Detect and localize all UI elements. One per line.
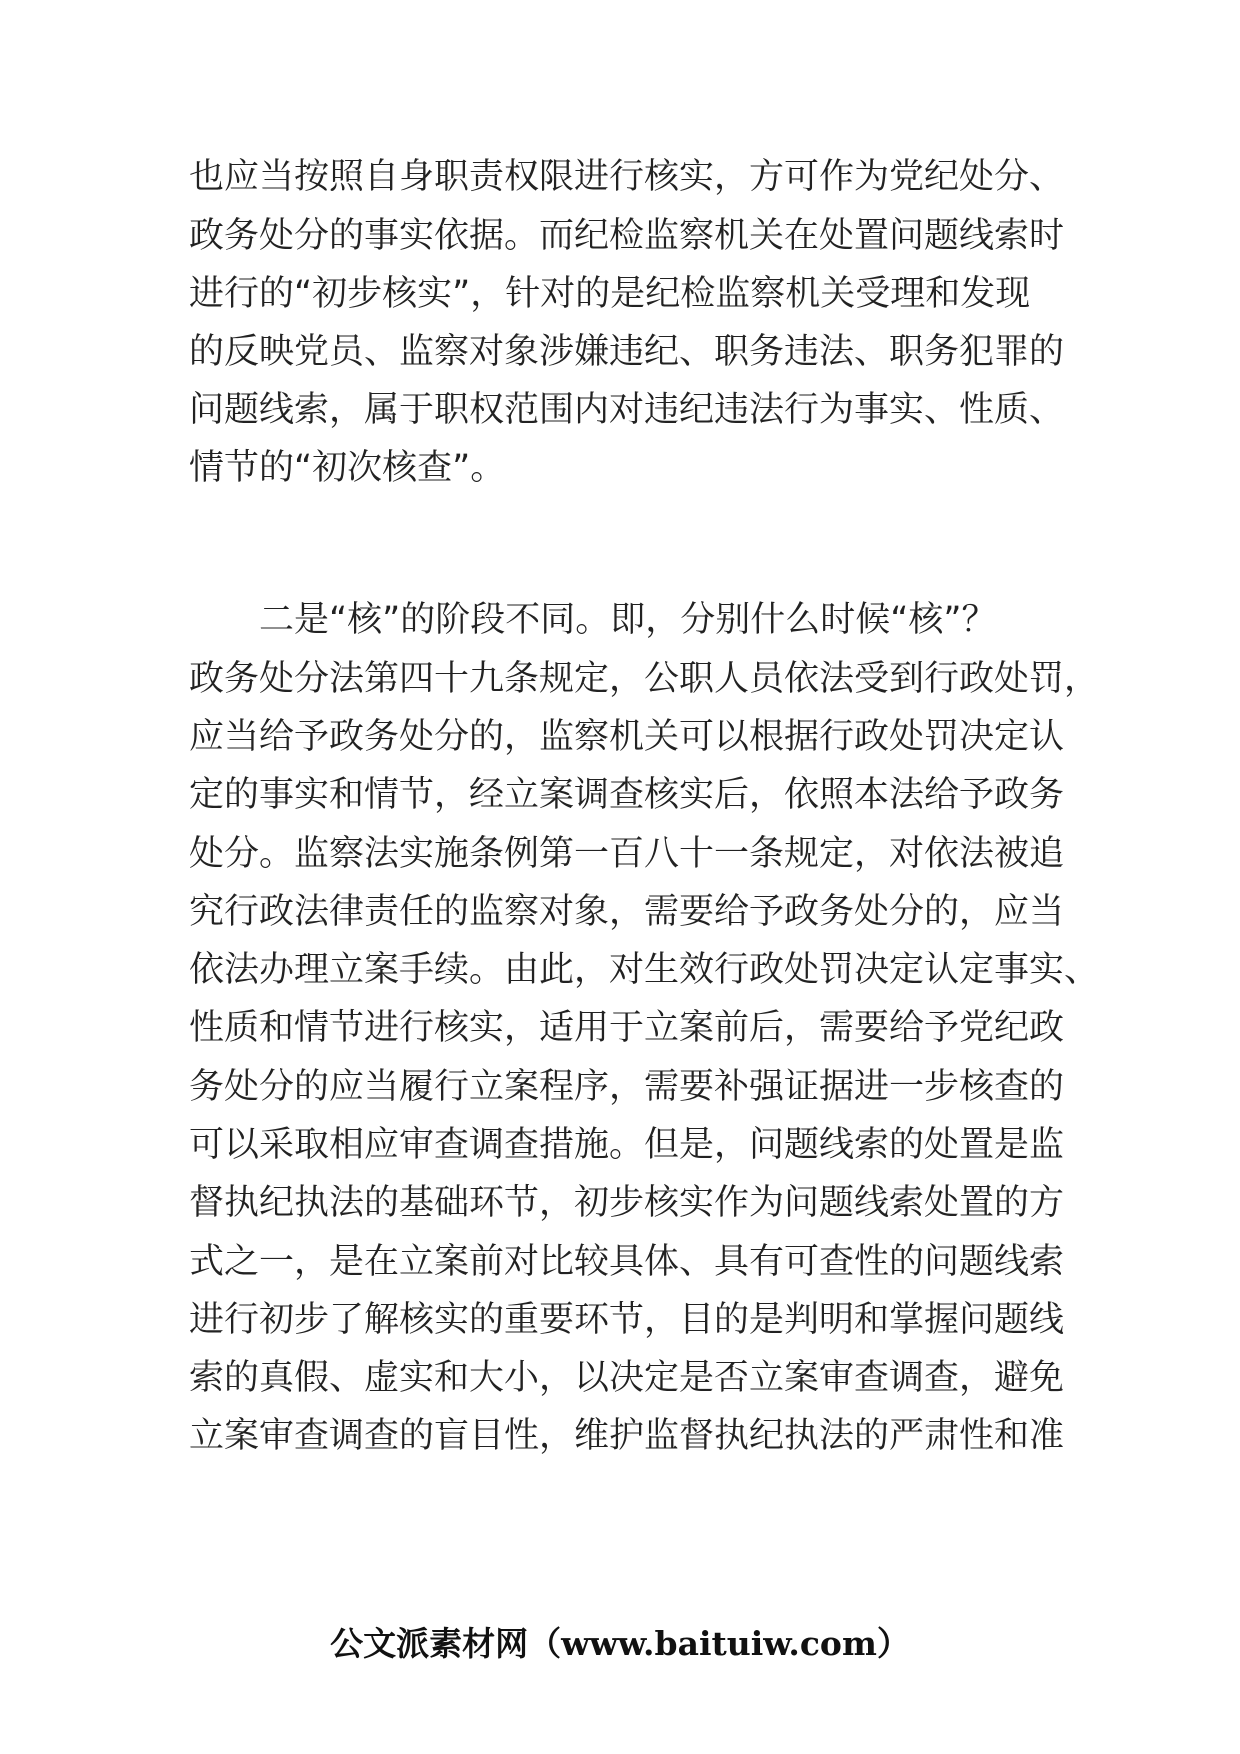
paragraph-line: 督执纪执法的基础环节，初步核实作为问题线索处置的方 xyxy=(189,1183,1065,1223)
paragraph-line: 性质和情节进行核实，适用于立案前后，需要给予党纪政 xyxy=(189,1008,1065,1048)
paragraph-line: 究行政法律责任的监察对象，需要给予政务处分的，应当 xyxy=(189,892,1065,932)
paragraph-line: 应当给予政务处分的，监察机关可以根据行政处罚决定认 xyxy=(189,717,1065,757)
paragraph-line: 进行初步了解核实的重要环节，目的是判明和掌握问题线 xyxy=(189,1300,1065,1340)
paragraph-line: 处分。监察法实施条例第一百八十一条规定，对依法被追 xyxy=(189,834,1065,874)
paragraph-line: 立案审查调查的盲目性，维护监督执纪执法的严肃性和准 xyxy=(189,1416,1065,1456)
paragraph-line: 政务处分的事实依据。而纪检监察机关在处置问题线索时 xyxy=(189,216,1065,256)
paragraph-line: 依法办理立案手续。由此，对生效行政处罚决定认定事实、 xyxy=(189,950,1100,990)
paragraph-line: 也应当按照自身职责权限进行核实，方可作为党纪处分、 xyxy=(189,157,1065,197)
paragraph-line: 问题线索，属于职权范围内对违纪违法行为事实、性质、 xyxy=(189,390,1065,430)
footer-source: 公文派素材网（www.baituiw.com） xyxy=(330,1624,910,1663)
paragraph-line: 的反映党员、监察对象涉嫌违纪、职务违法、职务犯罪的 xyxy=(189,332,1065,372)
paragraph-line: 情节的“初次核查”。 xyxy=(189,448,506,488)
paragraph-line: 政务处分法第四十九条规定，公职人员依法受到行政处罚， xyxy=(189,659,1100,699)
paragraph-line: 务处分的应当履行立案程序，需要补强证据进一步核查的 xyxy=(189,1067,1065,1107)
paragraph-line: 式之一，是在立案前对比较具体、具有可查性的问题线索 xyxy=(189,1242,1065,1282)
paragraph-line: 索的真假、虚实和大小，以决定是否立案审查调查，避免 xyxy=(189,1358,1065,1398)
paragraph-line: 二是“核”的阶段不同。即，分别什么时候“核”？ xyxy=(259,600,997,640)
paragraph-line: 进行的“初步核实”，针对的是纪检监察机关受理和发现 xyxy=(189,274,1031,314)
paragraph-line: 定的事实和情节，经立案调查核实后，依照本法给予政务 xyxy=(189,775,1065,815)
paragraph-line: 可以采取相应审查调查措施。但是，问题线索的处置是监 xyxy=(189,1125,1065,1165)
